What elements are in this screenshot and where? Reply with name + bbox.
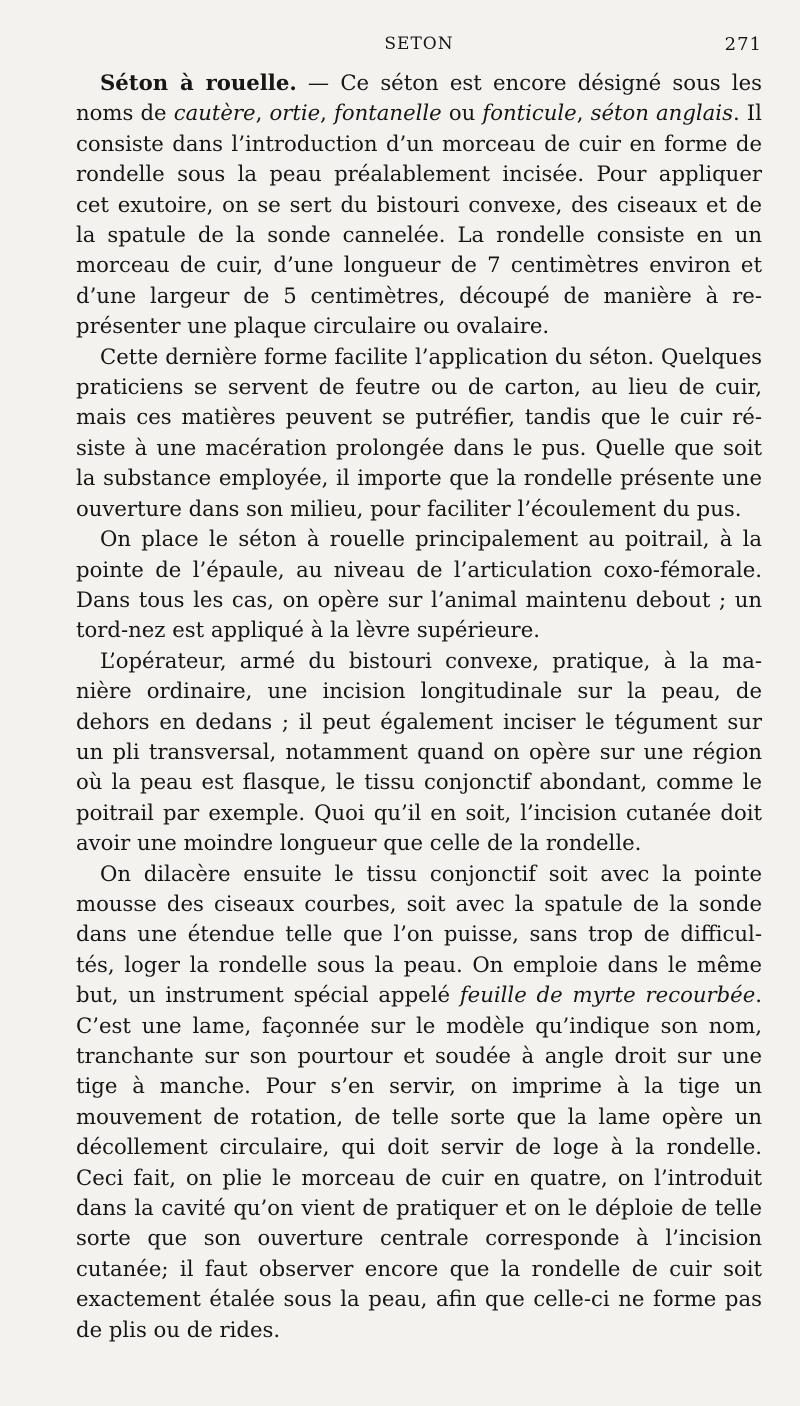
paragraph (76, 859, 762, 1346)
paragraph: Cette dernière forme facilite l’application du séton. Quelques praticiens se servent de feutre ou de carton, au lieu de cuir, mais ces matières peuvent se putréfier, tandis que le cuir ré-siste à une macération prolongée dans le pus. Quelle que soit la substance employée, il importe que la rondelle présente une ouverture dans son milieu, pour faciliter l’écoulement du pus. (76, 343, 762, 521)
italic-term: feuille de myrte recourbée (459, 982, 756, 1008)
paragraph: L’opérateur, armé du bistouri convexe, pratique, à la ma-nière ordinaire, une incision longitudinale sur la peau, de dehors en dedans ; il peut également inciser le tégument sur un pli transversal, notamment quand on opère sur une région où la peau est flasque, le tissu conjonctif abondant, comme le poitrail par exemple. Quoi qu’il en soit, l’incision cutanée doit avoir une moindre longueur que celle de la rondelle. (76, 647, 762, 856)
paragraph-seton-a-rouelle (76, 68, 762, 342)
text-run: — Ce séton est encore désigné sous les noms de (76, 70, 762, 126)
page-header (76, 34, 762, 64)
text-run: . C’est une lame, façonnée sur le modèle qu’indique son nom, tranchante sur son pourtour et soudée à angle droit sur une tige à manche. Pour s’en servir, on imprime à la tige un mouvement de rotation, de telle sorte que la lame opère un décollement circulaire, qui doit servir de loge à la rondelle. Ceci fait, on plie le morceau de cuir en quatre, on l’introduit dans la cavité qu’on vient de pratiquer et on le déploie de telle sorte que son ouverture centrale corresponde à l’incision cutanée; il faut observer encore que la rondelle de cuir soit exactement étalée sous la peau, afin que celle-ci ne forme pas de plis ou de rides. (76, 982, 762, 1342)
paragraph: On place le séton à rouelle principalement au poitrail, à la pointe de l’épaule, au niveau de l’articulation coxo-fémorale. Dans tous les cas, on opère sur l’animal maintenu debout ; un tord-nez est appliqué à la lèvre supérieure. (76, 526, 762, 643)
italic-term: fontanelle (334, 100, 442, 126)
section-heading: Séton à rouelle. (100, 70, 297, 95)
text-run: , (255, 100, 270, 126)
text-run: On dilacère ensuite le tissu conjonctif soit avec la pointe mousse des ciseaux courbes, soit avec la spatule de la sonde dans une étendue telle que l’on puisse, sans trop de difficul-tés, loger la rondelle sous la peau. On emploie dans le même but, un instrument spécial appelé (76, 860, 762, 1008)
italic-term: séton anglais (590, 100, 733, 126)
running-title: SETON (384, 34, 454, 54)
text-run: , (576, 100, 591, 126)
text-run: , (320, 100, 335, 126)
italic-term: cautère (173, 100, 256, 126)
italic-term: fonticule (482, 100, 577, 126)
body-text (76, 68, 762, 1345)
text-run: . Il consiste dans l’introduction d’un morceau de cuir en forme de rondelle sous la peau préalablement incisée. Pour appliquer cet exutoire, on se sert du bistouri convexe, des ciseaux et de la spatule de la sonde cannelée. La rondelle consiste en un morceau de cuir, d’une longueur de 7 centimètres environ et d’une largeur de 5 centimètres, découpé de manière à re-présenter une plaque circulaire ou ovalaire. (76, 100, 762, 339)
page-number: 271 (724, 34, 762, 55)
italic-term: ortie (269, 100, 321, 126)
text-run: ou (441, 100, 483, 126)
